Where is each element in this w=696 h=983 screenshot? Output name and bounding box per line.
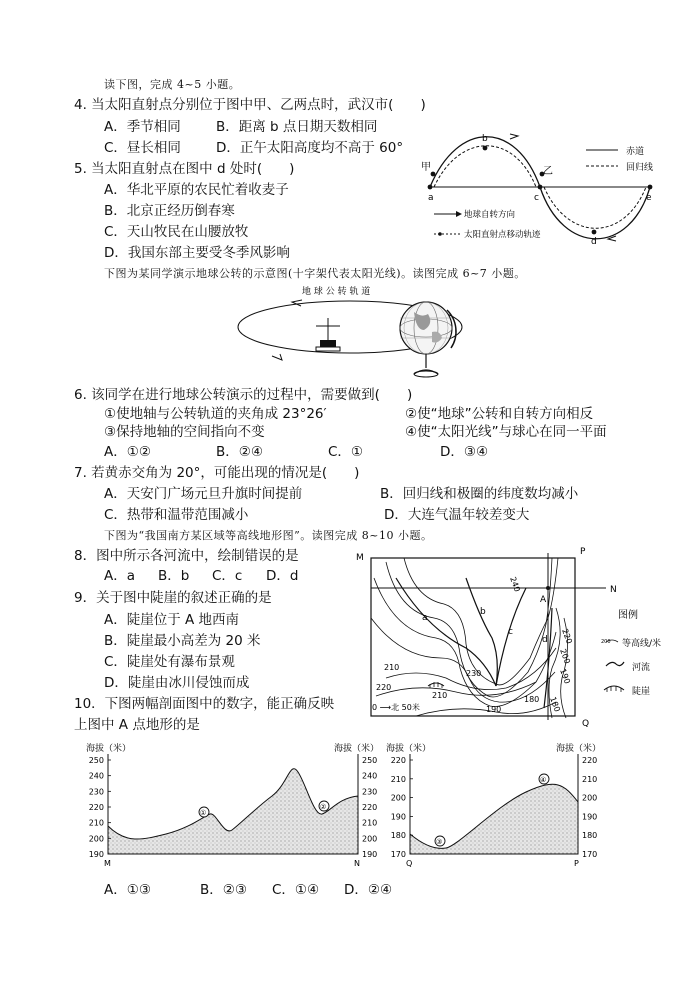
orbit-label: 地 球 公 转 轨 道: [302, 287, 371, 297]
label-jia: 甲: [421, 162, 431, 173]
profile2-tick-right-210: 210: [582, 774, 598, 784]
q7-option-c[interactable]: C．热带和温带范围减小: [104, 507, 249, 523]
river-label-c: c: [508, 627, 513, 637]
profile1-tick-right-250: 250: [362, 756, 378, 765]
profile1-tick-right-240: 240: [362, 771, 378, 781]
profile1-mark-2: ②: [320, 803, 327, 811]
legend-river: 河流: [632, 663, 651, 673]
profile2-tick-right-180: 180: [582, 831, 598, 841]
river-label-a: a: [422, 613, 428, 623]
contour-label-210b: 210: [432, 691, 448, 700]
contour-label-220b: 220: [376, 683, 392, 692]
river-c: [496, 588, 526, 686]
q4-option-c[interactable]: C．昼长相同: [104, 140, 181, 156]
q6-option-b[interactable]: B．②④: [216, 444, 263, 460]
q9-option-c[interactable]: C．陡崖处有瀑布景观: [104, 654, 235, 670]
legend-contour: 等高线/米: [622, 639, 662, 649]
profile2-tick-right-200: 200: [582, 793, 598, 803]
intro-6-7: 下图为某同学演示地球公转的示意图(十字架代表太阳光线)。读图完成 6~7 小题。: [104, 267, 526, 280]
q6-statement-2: ②使“地球”公转和自转方向相反: [405, 406, 594, 422]
q10-stem-line1: 10．下图两幅剖面图中的数字，能正确反映: [74, 696, 335, 712]
label-d: d: [591, 237, 597, 247]
profile1-ylabel-right: 海拔（米）: [334, 744, 380, 754]
q5-option-d[interactable]: D．我国东部主要受冬季风影响: [104, 245, 290, 261]
q9-option-d[interactable]: D．陡崖由冰川侵蚀而成: [104, 675, 250, 691]
contour-label-190: 190: [558, 667, 572, 686]
intro-4-5: 读下图，完成 4~5 小题。: [104, 78, 241, 91]
profile2-tick-left-210: 210: [390, 774, 406, 784]
map-scale: 0 ⟶北 50米: [372, 703, 420, 712]
profile-mn: [76, 740, 386, 868]
point-jia: [431, 172, 436, 177]
q8-option-a[interactable]: A．a: [104, 568, 136, 584]
profile2-start: Q: [406, 859, 413, 868]
contour-label-220: 220: [560, 627, 574, 646]
point-d: [592, 230, 597, 235]
label-e: e: [646, 193, 652, 203]
profile1-tick-right-210: 210: [362, 818, 378, 828]
profile2-end: P: [574, 859, 579, 868]
profile2-tick-left-180: 180: [390, 831, 406, 841]
q8-option-b[interactable]: B．b: [158, 568, 190, 584]
point-a: [428, 185, 433, 190]
river-label-d: d: [542, 635, 548, 645]
map-label-N: N: [610, 585, 617, 595]
q5-option-b[interactable]: B．北京正经历倒春寒: [104, 203, 235, 219]
label-b: b: [482, 134, 488, 144]
legend-contour-sample: 200: [601, 639, 611, 645]
legend-tropic: 回归线: [626, 163, 654, 173]
q9-option-a[interactable]: A．陡崖位于 A 地西南: [104, 612, 240, 628]
q4-option-a[interactable]: A．季节相同: [104, 119, 181, 135]
q10-option-b[interactable]: B．②③: [200, 882, 247, 898]
q5-stem: 5. 当太阳直射点在图中 d 处时( ): [74, 161, 295, 177]
intro-8-10: 下图为“我国南方某区域等高线地形图”。读图完成 8~10 小题。: [104, 529, 433, 542]
profile2-tick-right-190: 190: [582, 812, 598, 822]
q7-option-b[interactable]: B．回归线和极圈的纬度数均减小: [380, 486, 579, 502]
map-label-M: M: [356, 553, 364, 563]
q4-stem: 4. 当太阳直射点分别位于图中甲、乙两点时，武汉市( ): [74, 97, 426, 113]
map-label-Q: Q: [582, 719, 590, 729]
profile1-ylabel-left: 海拔（米）: [86, 744, 132, 754]
q6-statement-3: ③保持地轴的空间指向不变: [104, 424, 265, 440]
q10-option-d[interactable]: D．②④: [344, 882, 393, 898]
profile2-mark-3: ③: [436, 838, 443, 846]
profile1-tick-right-190: 190: [362, 850, 378, 859]
contour-label-180: 180: [524, 695, 540, 704]
contour-label-200: 200: [558, 647, 572, 666]
q6-option-a[interactable]: A．①②: [104, 444, 151, 460]
profile1-tick-right-200: 200: [362, 834, 378, 844]
profile1-mark-1: ①: [200, 809, 207, 817]
point-b: [483, 146, 488, 151]
profile1-tick-left-200: 200: [88, 834, 104, 844]
q7-option-a[interactable]: A．天安门广场元旦升旗时间提前: [104, 486, 303, 502]
q7-option-d[interactable]: D．大连气温年较差变大: [384, 507, 530, 523]
profile1-tick-left-230: 230: [88, 787, 104, 797]
label-c: c: [534, 193, 539, 203]
label-a: a: [428, 193, 434, 203]
q6-statement-4: ④使“太阳光线”与球心在同一平面: [405, 424, 607, 440]
profile2-tick-left-220: 220: [390, 756, 406, 765]
contour-map: [356, 547, 682, 729]
legend-equator: 赤道: [626, 147, 645, 157]
profile1-end: N: [354, 859, 360, 868]
q10-stem-line2: 上图中 A 点地形的是: [74, 717, 200, 733]
q10-option-c[interactable]: C．①④: [272, 882, 320, 898]
legend-title: 图例: [618, 610, 638, 621]
profile2-mark-4: ④: [540, 776, 547, 784]
q8-stem: 8．图中所示各河流中，绘制错误的是: [74, 548, 299, 564]
contour-label-240: 240: [508, 575, 522, 594]
legend-track: 太阳直射点移动轨迹: [464, 230, 541, 240]
q6-option-d[interactable]: D．③④: [440, 444, 489, 460]
q9-option-b[interactable]: B．陡崖最小高差为 20 米: [104, 633, 261, 649]
q9-stem: 9．关于图中陡崖的叙述正确的是: [74, 590, 272, 606]
q6-stem: 6. 该同学在进行地球公转演示的过程中，需要做到( ): [74, 387, 413, 403]
contour-label-230: 230: [466, 669, 482, 678]
contour-label-180b: 180: [548, 695, 562, 714]
profile2-tick-right-170: 170: [582, 850, 598, 859]
contour-label-210: 210: [384, 663, 400, 672]
river-label-b: b: [480, 607, 486, 617]
q7-stem: 7. 若黄赤交角为 20°，可能出现的情况是( ): [74, 465, 360, 481]
profile2-tick-left-170: 170: [390, 850, 406, 859]
profile1-tick-right-230: 230: [362, 787, 378, 797]
profile2-tick-left-200: 200: [390, 793, 406, 803]
profile2-ylabel-right: 海拔（米）: [556, 744, 602, 754]
profile1-tick-left-240: 240: [88, 771, 104, 781]
profile1-tick-left-190: 190: [88, 850, 104, 859]
q8-option-c[interactable]: C．c: [212, 568, 243, 584]
contour-label-190b: 190: [486, 705, 502, 714]
legend-rotation: 地球自转方向: [464, 210, 516, 220]
profile1-tick-left-220: 220: [88, 803, 104, 812]
orbit-demo-diagram: [232, 282, 482, 386]
q4-option-b[interactable]: B．距离 b 点日期天数相同: [216, 119, 378, 135]
sun-track-diagram: [418, 128, 688, 246]
profile2-tick-left-190: 190: [390, 812, 406, 822]
map-label-P: P: [580, 547, 586, 557]
legend-cliff: 陡崖: [632, 687, 651, 697]
profile1-start: M: [104, 859, 111, 868]
label-yi: 乙: [543, 166, 553, 177]
q5-option-a[interactable]: A．华北平原的农民忙着收麦子: [104, 182, 289, 198]
q5-option-c[interactable]: C．天山牧民在山腰放牧: [104, 224, 249, 240]
profile2-ylabel-left: 海拔（米）: [386, 744, 432, 754]
q6-statement-1: ①使地轴与公转轨道的夹角成 23°26′: [104, 406, 327, 422]
q6-option-c[interactable]: C．①: [328, 444, 364, 460]
profile-qp: [386, 740, 618, 868]
profile2-tick-right-220: 220: [582, 756, 598, 765]
profile1-tick-left-210: 210: [88, 818, 104, 828]
point-c: [538, 185, 543, 190]
profile1-tick-right-220: 220: [362, 803, 378, 812]
q8-option-d[interactable]: D．d: [266, 568, 299, 584]
map-label-A: A: [540, 595, 547, 605]
point-e: [648, 185, 653, 190]
q10-option-a[interactable]: A．①③: [104, 882, 151, 898]
profile1-tick-left-250: 250: [88, 756, 104, 765]
q4-option-d[interactable]: D．正午太阳高度均不高于 60°: [216, 140, 404, 156]
